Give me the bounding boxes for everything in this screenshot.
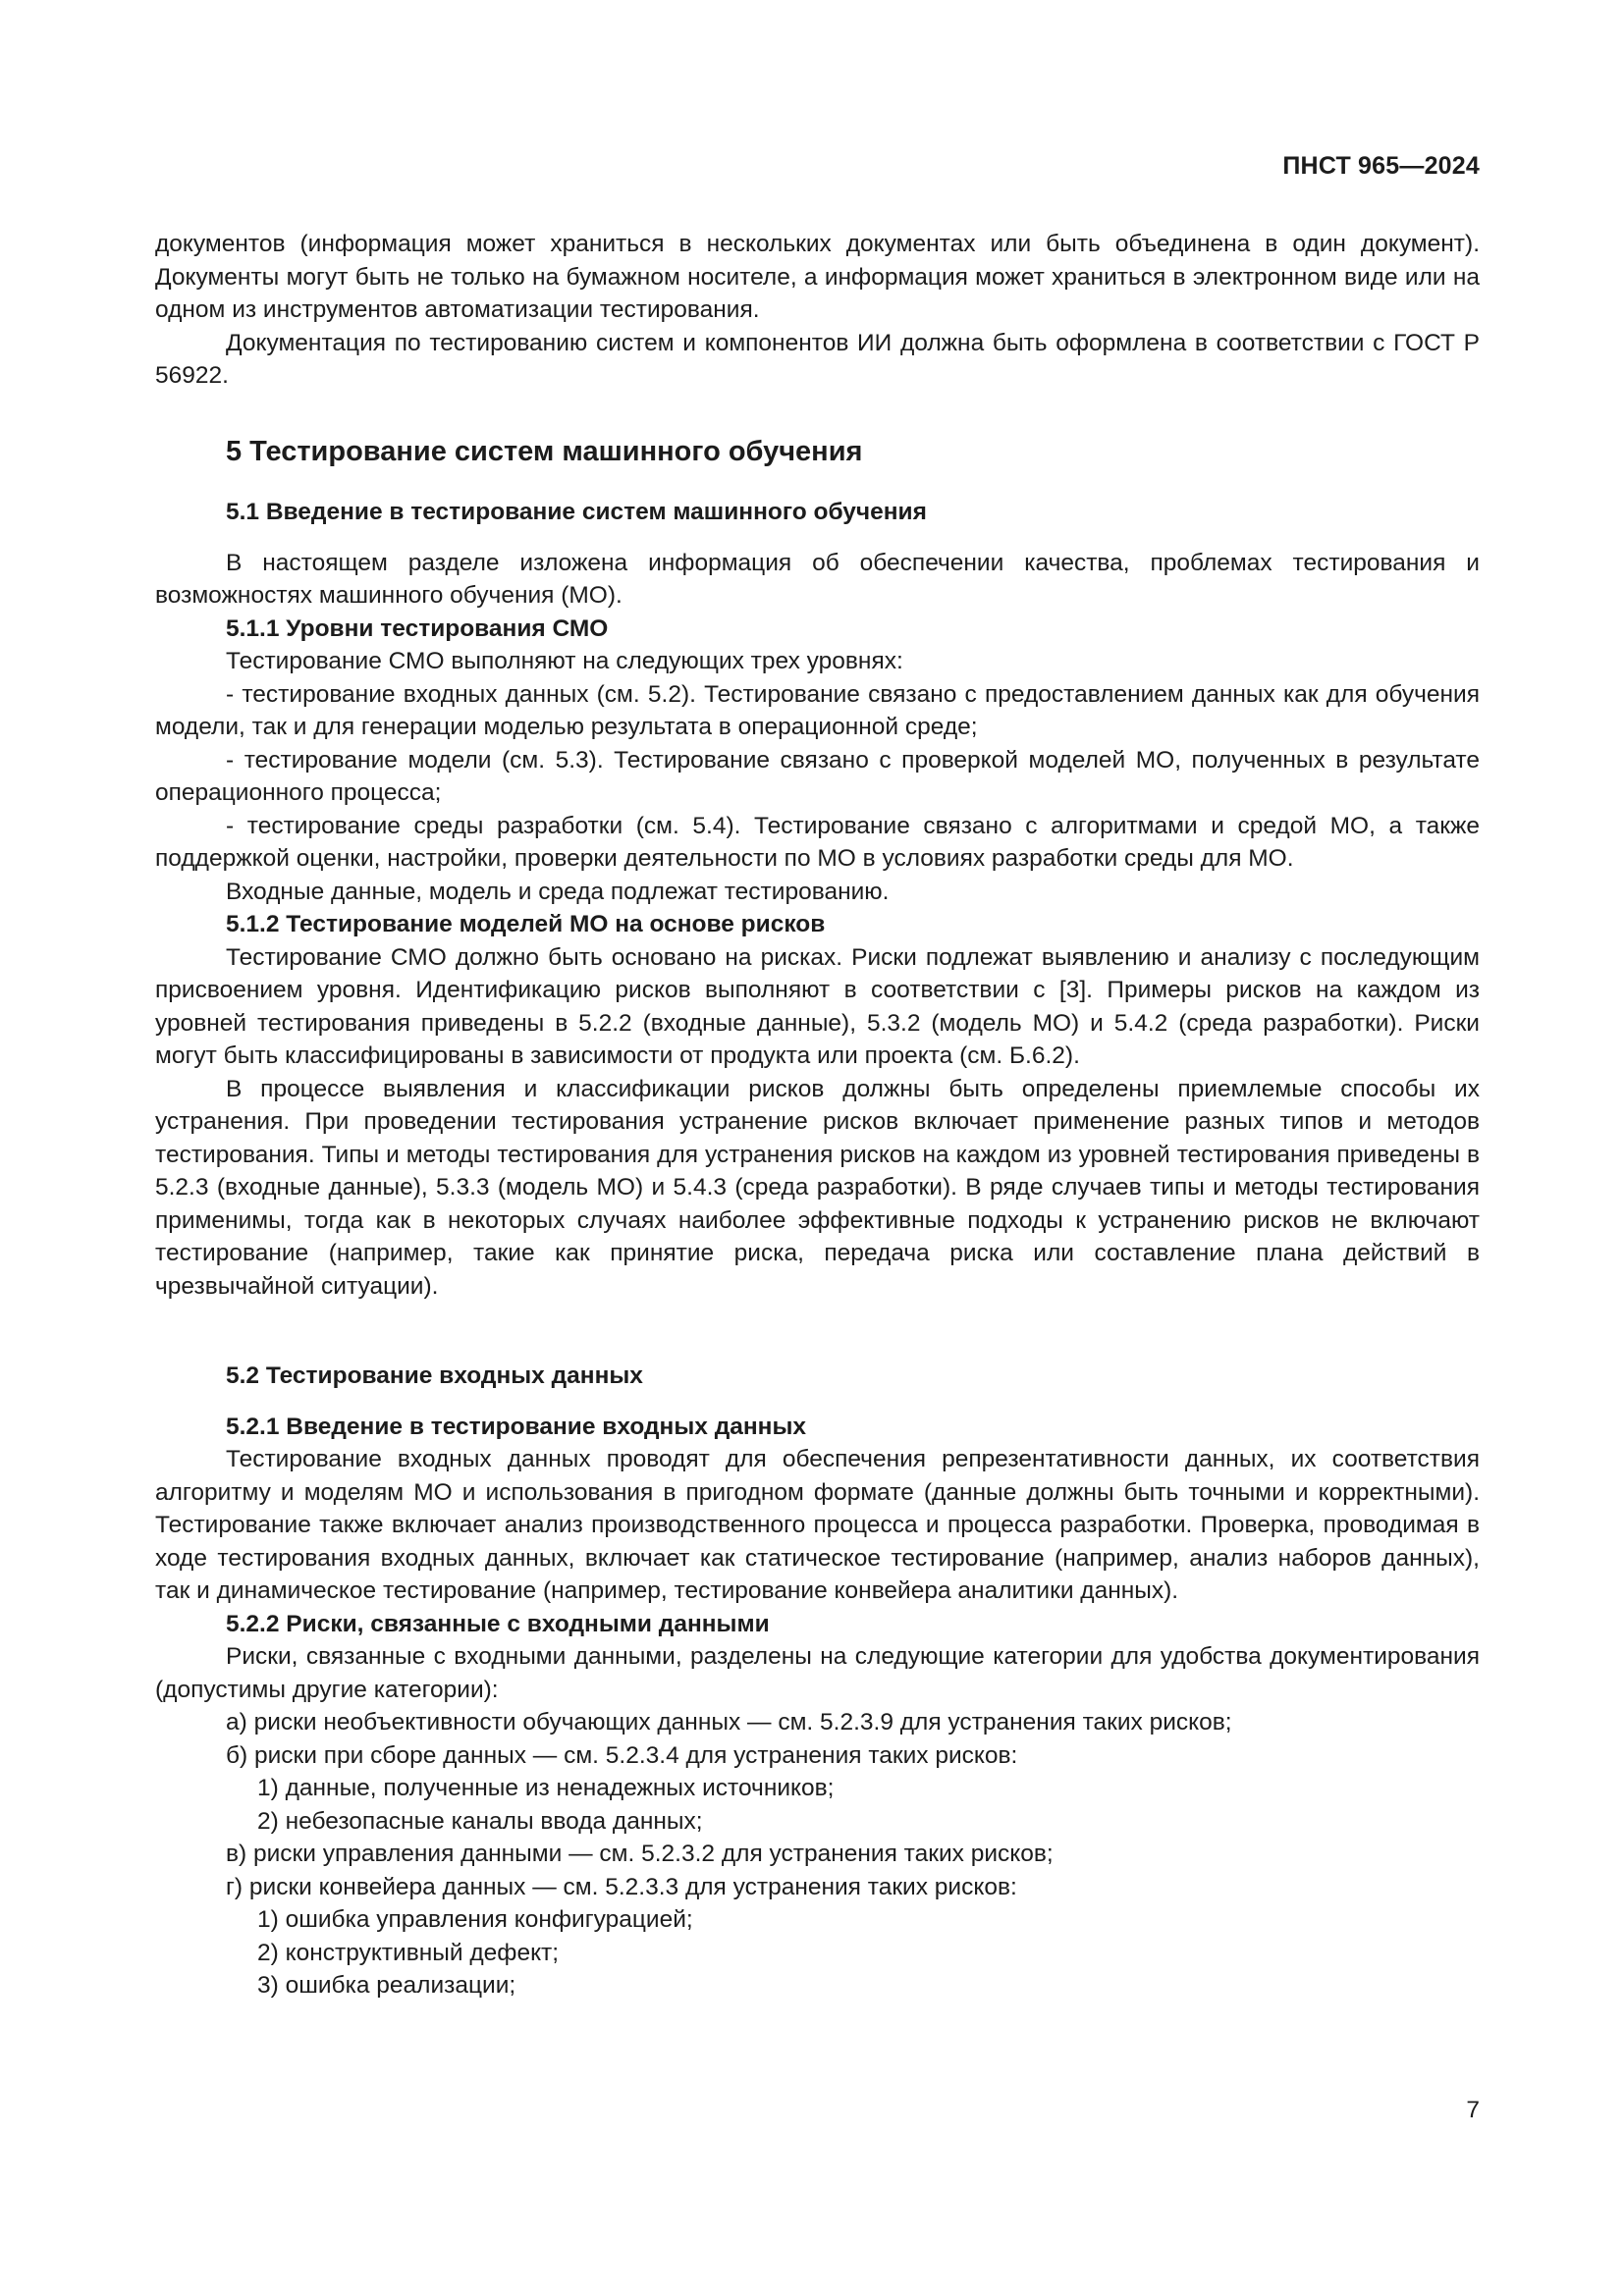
subsection-title: 5.2.1 Введение в тестирование входных данных bbox=[226, 1413, 807, 1440]
list-item: - тестирование среды разработки (см. 5.4). Тестирование связано с алгоритмами и средой МО, а также поддержкой оценки, настройки, проверки деятельности по МО в условиях разработки среды для МО. bbox=[155, 812, 1480, 872]
list-item: в) риски управления данными — см. 5.2.3.2 для устранения таких рисков; bbox=[226, 1841, 1054, 1867]
paragraph: Документация по тестированию систем и компонентов ИИ должна быть оформлена в соответствии с ГОСТ Р 56922. bbox=[155, 329, 1480, 389]
list-item: г) риски конвейера данных — см. 5.2.3.3 для устранения таких рисков: bbox=[226, 1873, 1017, 1900]
paragraph: Тестирование СМО выполняют на следующих трех уровнях: bbox=[226, 648, 903, 674]
subsection-title: 5.1 Введение в тестирование систем машинного обучения bbox=[226, 499, 927, 525]
list-item: 3) ошибка реализации; bbox=[257, 1972, 516, 1999]
section-5 bbox=[155, 434, 1480, 469]
section-5-2 bbox=[155, 1360, 1480, 2002]
paragraph: В настоящем разделе изложена информация об обеспечении качества, проблемах тестирования и возможностях машинного обучения (МО). bbox=[155, 549, 1480, 609]
section-5-1 bbox=[155, 496, 1480, 1303]
paragraph: В процессе выявления и классификации рисков должны быть определены приемлемые способы их устранения. При проведении тестирования устранение рисков включает применение разных типов и методов тестирования. Типы и методы тестирования для устранения рисков на каждом из уровней тестирования приведены в 5.2.3 (входные данные), 5.3.3 (модель МО) и 5.4.3 (среда разработки). В ряде случаев типы и методы тестирования применимы, тогда как в некоторых случаях наиболее эффективные подходы к устранению рисков не включают тестирование (например, такие как принятие риска, передача риска или составление плана действий в чрезвычайной ситуации). bbox=[155, 1075, 1480, 1300]
list-item: 2) небезопасные каналы ввода данных; bbox=[257, 1807, 703, 1835]
section-title: 5 Тестирование систем машинного обучения bbox=[226, 436, 863, 467]
page-number: 7 bbox=[1466, 2097, 1480, 2123]
subsection-title: 5.2 Тестирование входных данных bbox=[226, 1362, 643, 1389]
list-item: - тестирование модели (см. 5.3). Тестирование связано с проверкой моделей МО, полученных в результате операционного процесса; bbox=[155, 746, 1480, 806]
list-item: 2) конструктивный дефект; bbox=[257, 1939, 560, 1966]
paragraph: Риски, связанные с входными данными, разделены на следующие категории для удобства документирования (допустимы другие категории): bbox=[155, 1643, 1480, 1703]
list-item: 1) данные, полученные из ненадежных источников; bbox=[257, 1775, 835, 1801]
subsection-title: 5.1.2 Тестирование моделей МО на основе рисков bbox=[226, 911, 826, 937]
intro-block bbox=[155, 228, 1480, 393]
paragraph: Тестирование СМО должно быть основано на рисках. Риски подлежат выявлению и анализу с последующим присвоением уровня. Идентификацию рисков выполняют в соответствии с [3]. Примеры рисков на каждом из уровней тестирования приведены в 5.2.2 (входные данные), 5.3.2 (модель МО) и 5.4.2 (среда разработки). Риски могут быть классифицированы в зависимости от продукта или проекта (см. Б.6.2). bbox=[155, 943, 1480, 1069]
list-item: а) риски необъективности обучающих данных — см. 5.2.3.9 для устранения таких рисков; bbox=[226, 1709, 1232, 1735]
subsection-title: 5.1.1 Уровни тестирования СМО bbox=[226, 614, 609, 642]
list-item: 1) ошибка управления конфигурацией; bbox=[257, 1906, 693, 1933]
list-item: - тестирование входных данных (см. 5.2). Тестирование связано с предоставлением данных как для обучения модели, так и для генерации моделью результата в операционной среде; bbox=[155, 680, 1480, 740]
paragraph: документов (информация может храниться в нескольких документах или быть объединена в один документ). Документы могут быть не только на бумажном носителе, а информация может храниться в электронном виде или на одном из инструментов автоматизации тестирования. bbox=[155, 231, 1480, 323]
paragraph: Тестирование входных данных проводят для обеспечения репрезентативности данных, их соответствия алгоритму и моделям МО и использования в пригодном формате (данные должны быть точными и корректными). Тестирование также включает анализ производственного процесса и процесса разработки. Проверка, проводимая в ходе тестирования входных данных, включает как статическое тестирование (например, анализ наборов данных), так и динамическое тестирование (например, тестирование конвейера аналитики данных). bbox=[155, 1446, 1480, 1604]
subsection-title: 5.2.2 Риски, связанные с входными данными bbox=[226, 1610, 770, 1637]
paragraph: Входные данные, модель и среда подлежат тестированию. bbox=[226, 878, 890, 905]
document-number: ПНСТ 965—2024 bbox=[1282, 152, 1480, 180]
list-item: б) риски при сборе данных — см. 5.2.3.4 для устранения таких рисков: bbox=[226, 1741, 1018, 1769]
